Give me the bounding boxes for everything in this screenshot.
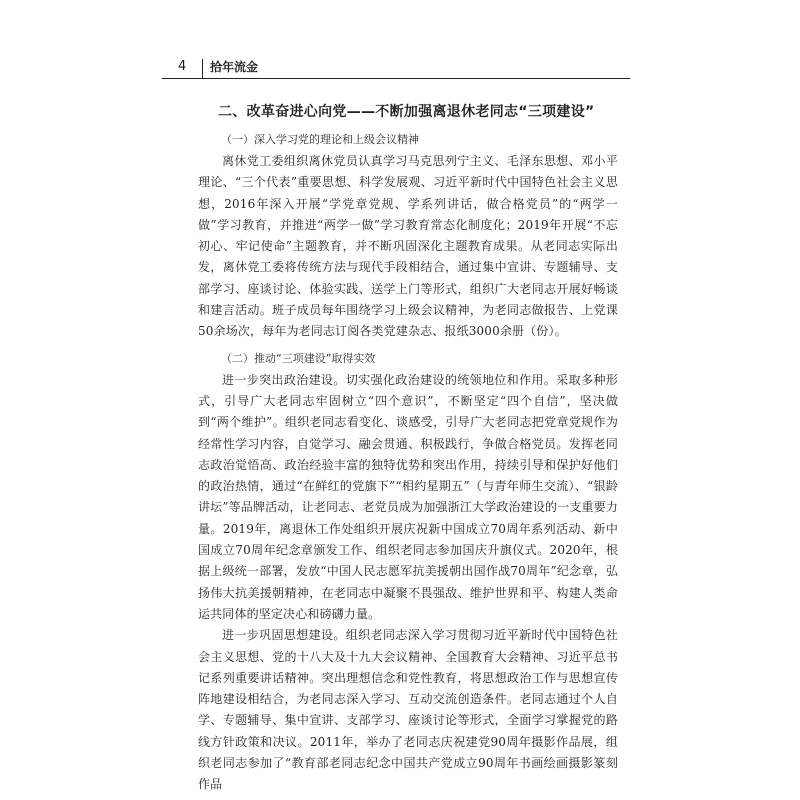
body-paragraph: 离休党工委组织离休党员认真学习马克思列宁主义、毛泽东思想、邓小平理论、“三个代表”重要思想、科学发展观、习近平新时代中国特色社会主义思想，2016年深入开展“学党章党规、学系列讲话，做合格党员”的“两学一做”学习教育，并推进“两学一做”学习教育常态化制度化；2019年开展“不忘初心、牢记使命”主题教育，并不断巩固深化主题教育成果。从老同志实际出发，离休党工委将传统方法与现代手段相结合，通过集中宣讲、专题辅导、支部学习、座谈讨论、体验实践、送学上门等形式，组织广大老同志开展好畅谈和建言活动。班子成员每年围绕学习上级会议精神，为老同志做报告、上党课50余场次，每年为老同志订阅各类党建杂志、报纸3000余册（份）。	[198, 154, 618, 339]
book-title: 拾年流金	[210, 60, 259, 74]
subsection-heading: （一）深入学习党的理论和上级会议精神	[221, 133, 419, 146]
running-header	[162, 56, 630, 79]
section-title: 二、改革奋进心向党——不断加强离退休老同志“三项建设”	[218, 104, 595, 120]
header-divider	[202, 59, 203, 78]
page-number: 4	[178, 59, 187, 74]
page-body	[198, 100, 618, 796]
body-paragraph: 进一步巩固思想建设。组织老同志深入学习贯彻习近平新时代中国特色社会主义思想、党的十八大及十九大会议精神、全国教育大会精神、习近平总书记系列重要讲话精神。突出理想信念和党性教育，将思想政治工作与思想宣传阵地建设相结合，为老同志深入学习、互动交流创造条件。老同志通过个人自学、专题辅导、集中宣讲、支部学习、座谈讨论等形式，全面学习掌握党的路线方针政策和决议。2011年，举办了老同志庆祝建党90周年摄影作品展，组织老同志参加了“教育部老同志纪念中国共产党成立90周年书画绘画摄影篆刻作品	[198, 628, 618, 792]
body-paragraph: 进一步突出政治建设。切实强化政治建设的统领地位和作用。采取多种形式，引导广大老同志牢固树立“四个意识”，不断坚定“四个自信”，坚决做到“两个维护”。组织老同志看变化、谈感受，引导广大老同志把党章党规作为经常性学习内容，自觉学习、融会贯通、积极践行，争做合格党员。发挥老同志政治觉悟高、政治经验丰富的独特优势和突出作用，持续引导和保护好他们的政治热情，通过“在鲜红的党旗下”“相约星期五”（与青年师生交流）、“银龄讲坛”等品牌活动，让老同志、老党员成为加强浙江大学政治建设的一支重要力量。2019年，离退休工作处组织开展庆祝新中国成立70周年系列活动、新中国成立70周年纪念章颁发工作、组织老同志参加国庆升旗仪式。2020年，根据上级统一部署，发放“中国人民志愿军抗美援朝出国作战70周年”纪念章，弘扬伟大抗美援朝精神，在老同志中凝聚不畏强敌、维护世界和平、构建人类命运共同体的坚定决心和磅礴力量。	[198, 372, 618, 621]
subsection-heading: （二）推动“三项建设”取得实效	[221, 351, 376, 365]
